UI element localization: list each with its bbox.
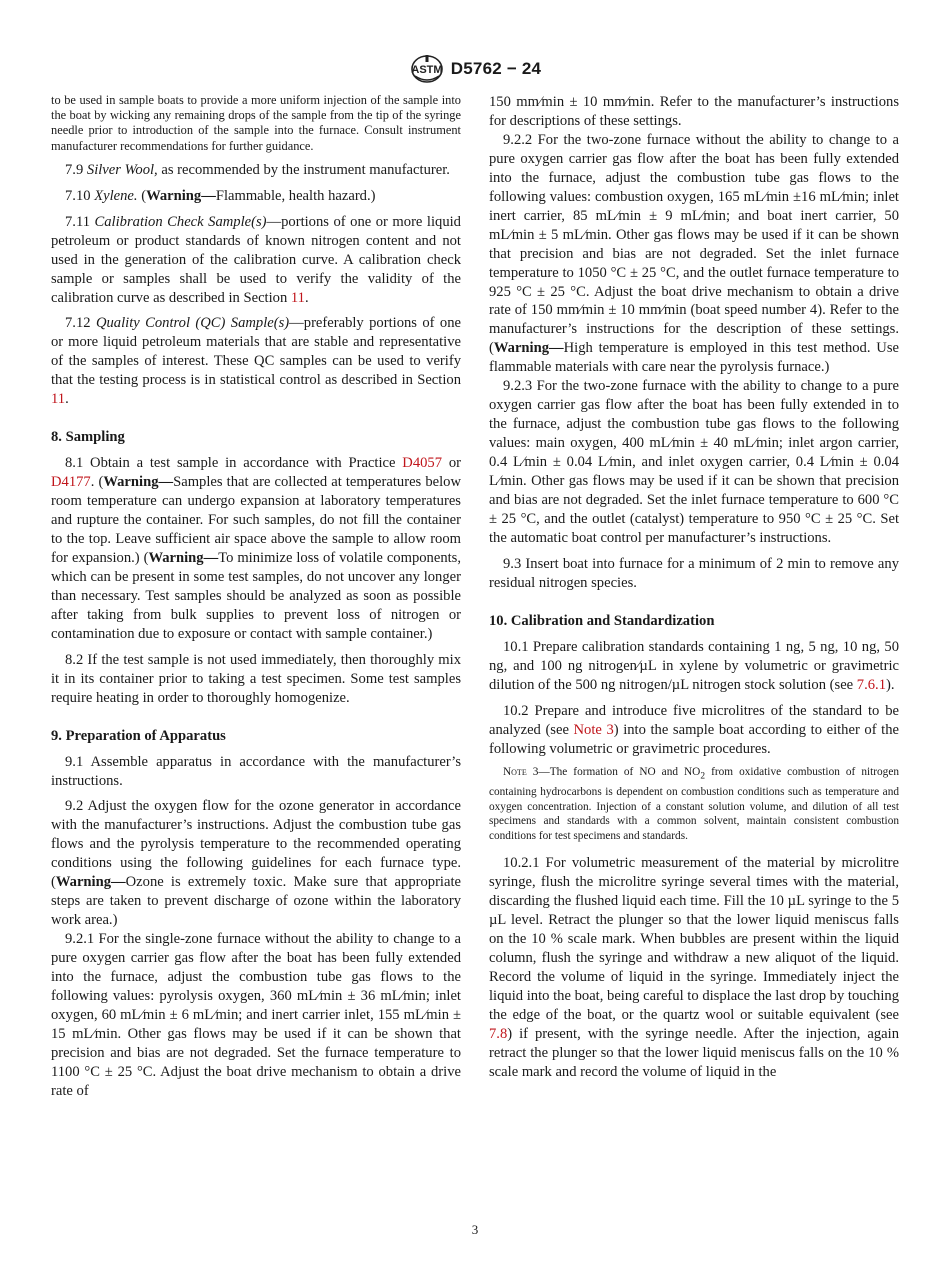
- term-silver-wool: Silver Wool,: [86, 161, 158, 178]
- paragraph-9-2-2: 9.2.2 For the two-zone furnace without the ability to change to a pure oxygen carrier gas flow after the boat has been fully extended into the furnace, adjust the combustion tube gas flows to the following values: combustion oxygen, 165 mL⁄min ±16 mL⁄min; inlet inert carrier, 85 mL⁄min ± 9 mL⁄min; and boat inert carrier, 50 mL⁄min ± 5 mL⁄min. Other gas flows may be used if it can be shown that precision and bias are not degraded. Set the inlet furnace temperature to 1050 °C ± 25 °C, and the outlet furnace temperature to 925 °C ± 25 °C. Adjust the boat drive mechanism to obtain a drive rate of 150 mm⁄min ± 10 mm⁄min (boat speed number 4). Refer to the manufacturer’s instructions for the description of these settings. (Warning—High temperature is employed in this test method. Use flammable materials with care near the pyrolysis furnace.): [489, 131, 899, 376]
- paragraph-10-2-1: 10.2.1 For volumetric measurement of the material by microlitre syringe, flush the microlitre syringe several times with the material, discarding the flushed liquid each time. Fill the 10 µL syringe to the 5 µL level. Retract the plunger so that the lower liquid meniscus falls on the 10 % scale mark. When bubbles are present within the liquid column, flush the syringe and withdraw a new aliquot of the liquid. Record the volume of liquid in the syringe. Immediately inject the liquid into the boat, being careful to displace the last drop by touching the edge of the boat, or the quartz wool or suitable equivalent (see 7.8) if present, with the syringe needle. After the injection, again retract the plunger so that the lower liquid meniscus falls on the 10 % scale mark and record the volume of liquid in the: [489, 855, 899, 1080]
- section-heading-sampling: 8. Sampling: [51, 429, 125, 446]
- term-xylene: Xylene.: [94, 187, 138, 204]
- left-column: [51, 93, 461, 1108]
- paragraph-9-2: 9.2 Adjust the oxygen flow for the ozone generator in accordance with the manufacturer’s instructions. Adjust the combustion tube gas flows and the pyrolysis temperature to the recommended operating conditions using the following guidelines for each furnace type. (Warning—Ozone is extremely toxic. Make sure that appropriate steps are taken to prevent discharge of ozone within the laboratory work area.): [51, 798, 461, 929]
- link-section-11[interactable]: 11: [290, 289, 305, 306]
- paragraph-8-2: 8.2 If the test sample is not used immediately, then thoroughly mix it in its container prior to taking a test specimen. Some test samples require heating in order to thoroughly homogenize.: [51, 651, 461, 706]
- note-3: Note 3—The formation of NO and $NO_2$ from oxidative combustion of nitrogen containing hydrocarbons is dependent on combustion conditions such as temperature and oxygen concentration. Injection of a constant solution volume, and dilution of all test specimens and standards with a common solvent, maintain consistent combustion conditions for test specimens and standards.: [489, 766, 899, 843]
- paragraph-9-3: 9.3 Insert boat into furnace for a minimum of 2 min to remove any residual nitrogen species.: [489, 555, 899, 591]
- paragraph-8-1: 8.1 Obtain a test sample in accordance with Practice D4057 or D4177. (Warning—Samples that are collected at temperatures below room temperature can undergo expansion at laboratory temperatures and rupture the container. For such samples, do not fill the container to the top. Leave sufficient air space above the sample to allow room for expansion.) (Warning—To minimize loss of volatile components, which can be present in some test samples, do not uncover any longer than necessary. Test samples should be analyzed as soon as possible after taking from bulk supplies to prevent loss of nitrogen or contamination due to exposure or contact with sample container.): [51, 455, 461, 642]
- warning-label: Warning—: [146, 187, 216, 204]
- link-7-6-1[interactable]: 7.6.1: [856, 676, 886, 693]
- link-7-8[interactable]: 7.8: [489, 1025, 508, 1042]
- document-id: D5762 − 24: [450, 59, 542, 78]
- section-heading-calibration: 10. Calibration and Standardization: [489, 612, 715, 629]
- paragraph-9-2-1: 9.2.1 For the single-zone furnace without the ability to change to a pure oxygen carrier gas flow after the boat has been fully extended into the furnace, adjust the combustion tube gas flows to the following values: pyrolysis oxygen, 360 mL⁄min ± 36 mL⁄min; inlet oxygen, 60 mL⁄min ± 6 mL⁄min; and inert carrier inlet, 155 mL⁄min ± 15 mL⁄min. Other gas flows may be used if it can be shown that precision and bias are not degraded. Set the furnace temperature to 1100 °C ± 25 °C. Adjust the boat drive mechanism to obtain a drive rate of: [51, 931, 461, 1099]
- svg-text:ASTM: ASTM: [411, 64, 443, 76]
- astm-logo-icon: [409, 54, 445, 84]
- paragraph-9-1: 9.1 Assemble apparatus in accordance with the manufacturer’s instructions.: [51, 753, 461, 789]
- link-note-3[interactable]: Note 3: [573, 721, 614, 738]
- paragraph-9-2-3: 9.2.3 For the two-zone furnace with the ability to change to a pure oxygen carrier gas flow after the boat has been fully extended in to the furnace, adjust the combustion tube gas flows to the following values: main oxygen, 400 mL⁄min ± 40 mL⁄min; inlet argon carrier, 0.4 L⁄min ± 0.04 L⁄min, and inlet oxygen carrier, 0.4 L⁄min ± 0.04 L⁄min. Other gas flows may be used if it can be shown that precision and bias are not degraded. Set the inlet furnace temperature to 600 °C ± 25 °C, and the outlet (catalyst) temperature to 950 °C ± 25 °C. Set the automatic boat control per manufacturer’s instructions.: [489, 378, 899, 546]
- paragraph-7-8-continued: to be used in sample boats to provide a more uniform injection of the sample into the boat by wicking any remaining drops of the sample from the tip of the syringe needle prior to introduction of the sample into the furnace. Consult instrument manufacturer recommendations for further guidance.: [51, 93, 461, 153]
- right-column: [489, 93, 899, 1089]
- page-number: 3: [471, 1222, 479, 1237]
- paragraph-7-10: 7.10 Xylene. (Warning—Flammable, health hazard.): [65, 187, 376, 204]
- paragraph-7-11: 7.11 Calibration Check Sample(s)—portions of one or more liquid petroleum or product standards of known nitrogen content and not used in the generation of the calibration curve. A calibration check sample or samples shall be used to verify the validity of the calibration curve as described in Section 11.: [51, 213, 461, 306]
- link-d4177[interactable]: D4177: [51, 474, 91, 491]
- paragraph-10-1: 10.1 Prepare calibration standards containing 1 ng, 5 ng, 10 ng, 50 ng, and 100 ng nitrogen⁄µL in xylene by volumetric or gravimetric dilution of the 500 ng nitrogen/µL nitrogen stock solution (see 7.6.1).: [489, 638, 899, 693]
- paragraph-9-2-1-continued: 150 mm⁄min ± 10 mm⁄min. Refer to the manufacturer’s instructions for descriptions of these settings.: [489, 94, 899, 129]
- paragraph-7-12: 7.12 Quality Control (QC) Sample(s)—preferably portions of one or more liquid petroleum materials that are stable and representative of the samples of interest. These QC samples can be used to verify that the testing process is in statistical control as described in Section 11.: [51, 315, 461, 408]
- section-heading-preparation: 9. Preparation of Apparatus: [51, 727, 226, 744]
- page-header: [0, 52, 950, 86]
- link-section-11[interactable]: 11: [51, 391, 66, 408]
- paragraph-7-9: 7.9 Silver Wool, as recommended by the instrument manufacturer.: [65, 161, 450, 178]
- link-d4057[interactable]: D4057: [402, 455, 443, 472]
- paragraph-10-2: 10.2 Prepare and introduce five microlitres of the standard to be analyzed (see Note 3) into the sample boat according to either of the following volumetric or gravimetric procedures.: [489, 702, 899, 757]
